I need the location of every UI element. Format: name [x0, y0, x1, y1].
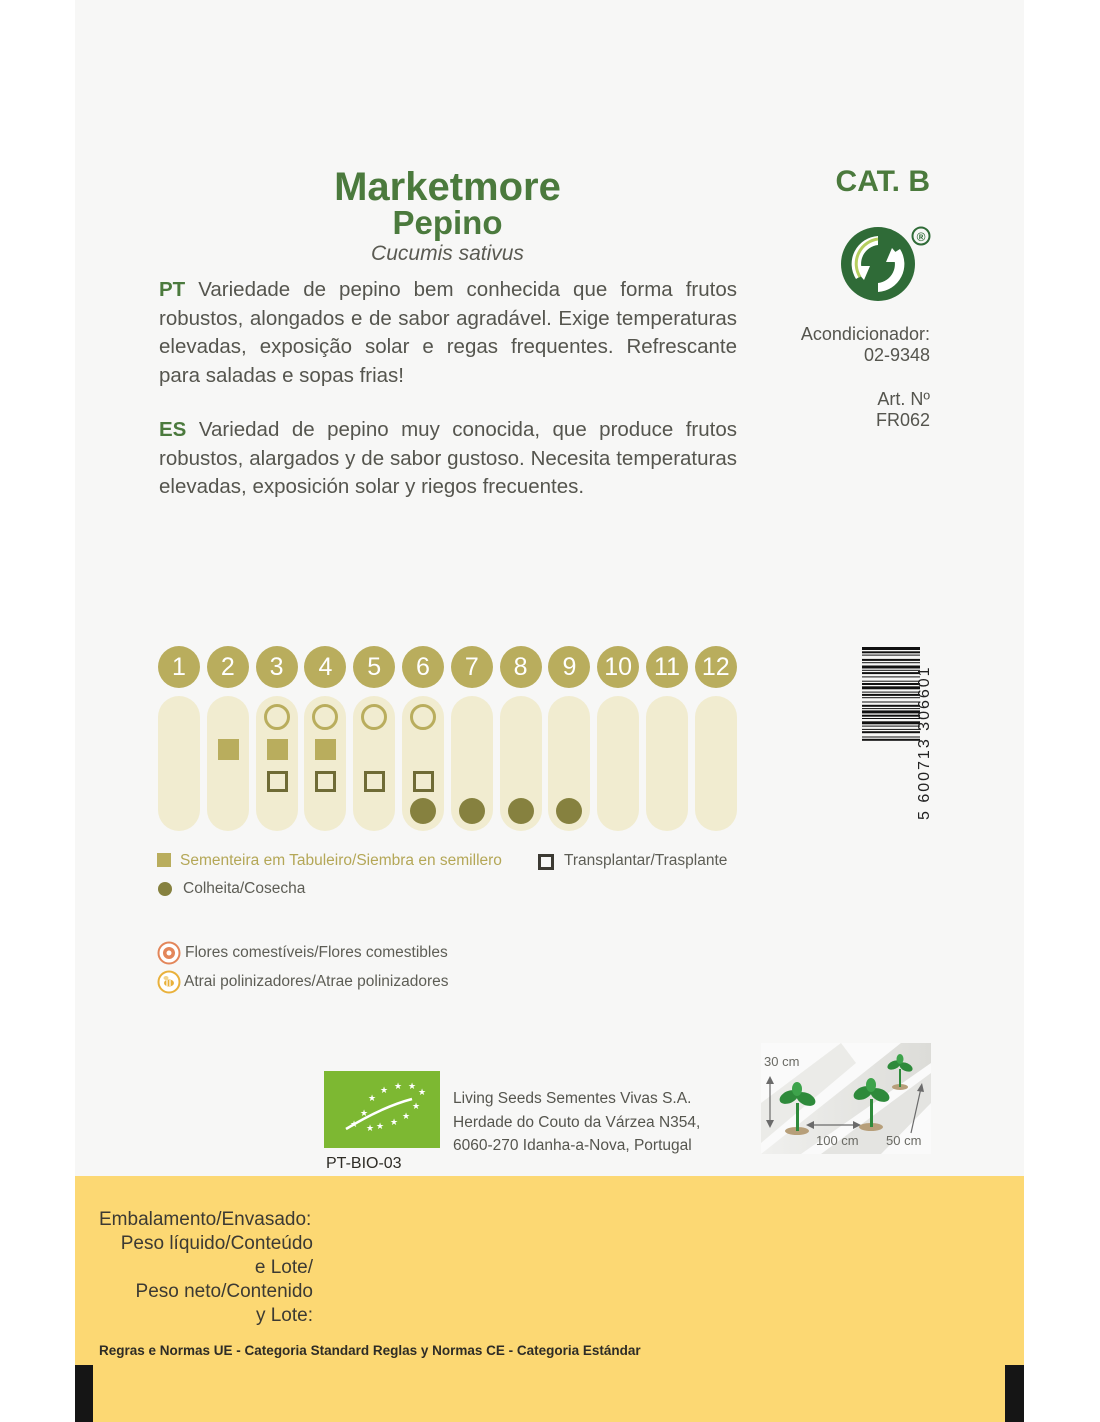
- pollinator-bee-icon: [157, 970, 181, 994]
- legend-sowing-tray: Sementeira em Tabuleiro/Siembra en semillero: [180, 852, 502, 869]
- packaging-line-4: Peso neto/Contenido: [135, 1281, 313, 1302]
- svg-text:★: ★: [375, 1121, 385, 1131]
- month-number-2: 2: [207, 646, 249, 688]
- month-number-1: 1: [158, 646, 200, 688]
- harvest-legend-icon: [158, 882, 172, 896]
- article-label: Art. Nº: [877, 389, 930, 409]
- packer-code: 02-9348: [863, 345, 930, 365]
- feature-pollinators: Atrai polinizadores/Atrae polinizadores: [184, 973, 449, 990]
- svg-text:★: ★: [379, 1085, 389, 1095]
- edible-flower-icon: [157, 941, 181, 965]
- registered-mark: ®: [916, 230, 926, 244]
- barcode-bars: [862, 645, 922, 805]
- company-address-2: 6060-270 Idanha-a-Nova, Portugal: [453, 1137, 692, 1154]
- direct-sowing-mark: [312, 704, 338, 730]
- month-bar-1: [158, 696, 200, 831]
- packaging-info: [99, 1208, 313, 1328]
- eu-rules-text: Regras e Normas UE - Categoria Standard Reglas y Normas CE - Categoria Estándar: [99, 1343, 641, 1358]
- packaging-line-1: Embalamento/Envasado:: [99, 1209, 312, 1230]
- direct-sowing-mark: [361, 704, 387, 730]
- spacing-row: 100 cm: [816, 1133, 859, 1148]
- svg-text:★: ★: [367, 1093, 377, 1103]
- svg-text:★: ★: [417, 1087, 427, 1097]
- description-pt: [159, 276, 737, 390]
- packer-label: Acondicionador:: [800, 324, 930, 344]
- description-es-text: Variedad de pepino muy conocida, que produce frutos robustos, alargados y de sabor gustoso. Necesita temperaturas elevadas, exposición solar y riegos frecuentes.: [159, 418, 737, 498]
- month-bar-3: [256, 696, 298, 831]
- svg-text:★: ★: [401, 1111, 411, 1121]
- eu-organic-logo: [324, 1071, 440, 1148]
- month-bar-11: [646, 696, 688, 831]
- packaging-line-3: e Lote/: [254, 1257, 313, 1278]
- month-number-3: 3: [256, 646, 298, 688]
- harvest-mark: [459, 798, 485, 824]
- transplant-mark: [315, 771, 336, 792]
- month-number-6: 6: [402, 646, 444, 688]
- harvest-mark: [410, 798, 436, 824]
- tray-sowing-mark: [218, 739, 239, 760]
- transplant-mark: [267, 771, 288, 792]
- month-number-12: 12: [695, 646, 737, 688]
- company-name: Living Seeds Sementes Vivas S.A.: [453, 1090, 692, 1107]
- harvest-mark: [508, 798, 534, 824]
- print-edge-right: [1005, 1365, 1024, 1422]
- variety-name: Marketmore: [334, 165, 561, 209]
- direct-sowing-mark: [264, 704, 290, 730]
- month-bar-12: [695, 696, 737, 831]
- print-edge-left: [75, 1365, 93, 1422]
- svg-text:★: ★: [411, 1101, 421, 1111]
- transplant-mark: [364, 771, 385, 792]
- month-bar-10: [597, 696, 639, 831]
- svg-text:★: ★: [407, 1081, 417, 1091]
- legend-transplant: Transplantar/Trasplante: [564, 852, 728, 869]
- company-info: [453, 1087, 700, 1158]
- month-bar-5: [353, 696, 395, 831]
- latin-name: Cucumis sativus: [371, 242, 524, 265]
- organic-code: PT-BIO-03: [326, 1155, 402, 1172]
- sowing-tray-legend-icon: [157, 853, 171, 867]
- spacing-depth: 30 cm: [764, 1054, 800, 1069]
- month-number-11: 11: [646, 646, 688, 688]
- sowing-calendar: [158, 646, 738, 836]
- legend-harvest: Colheita/Cosecha: [183, 880, 306, 897]
- svg-text:★: ★: [359, 1108, 369, 1118]
- month-bar-6: [402, 696, 444, 831]
- month-number-8: 8: [500, 646, 542, 688]
- month-bar-4: [304, 696, 346, 831]
- svg-text:★: ★: [365, 1123, 375, 1133]
- svg-text:★: ★: [389, 1117, 399, 1127]
- month-bar-8: [500, 696, 542, 831]
- month-bar-7: [451, 696, 493, 831]
- month-bar-2: [207, 696, 249, 831]
- packaging-line-2: Peso líquido/Conteúdo: [120, 1233, 313, 1254]
- category-label: CAT. B: [835, 165, 930, 198]
- description-pt-text: Variedade de pepino bem conhecida que forma frutos robustos, alongados e de sabor agradável. Exige temperaturas elevadas, exposição solar e regas frequentes. Refrescante para saladas e sopas frias!: [159, 278, 737, 387]
- month-number-5: 5: [353, 646, 395, 688]
- feature-edible-flowers: Flores comestíveis/Flores comestibles: [185, 944, 448, 961]
- common-name: Pepino: [392, 204, 503, 241]
- svg-text:★: ★: [349, 1119, 359, 1129]
- harvest-mark: [556, 798, 582, 824]
- month-number-9: 9: [548, 646, 590, 688]
- tray-sowing-mark: [315, 739, 336, 760]
- month-bar-9: [548, 696, 590, 831]
- month-number-7: 7: [451, 646, 493, 688]
- month-number-10: 10: [597, 646, 639, 688]
- packaging-line-5: y Lote:: [255, 1305, 313, 1326]
- tray-sowing-mark: [267, 739, 288, 760]
- barcode: [862, 645, 922, 805]
- spacing-plant: 50 cm: [886, 1133, 922, 1148]
- transplant-mark: [413, 771, 434, 792]
- company-address-1: Herdade do Couto da Várzea N354,: [453, 1113, 701, 1131]
- lang-code-pt: PT: [159, 278, 186, 301]
- green-dot-recycling-icon: [838, 222, 938, 306]
- direct-sowing-mark: [410, 704, 436, 730]
- svg-text:★: ★: [393, 1081, 403, 1091]
- barcode-number: 5 600713 306601: [916, 665, 933, 820]
- article-code: FR062: [875, 410, 930, 430]
- description-es: [159, 416, 737, 502]
- month-number-4: 4: [304, 646, 346, 688]
- transplant-legend-icon: [538, 854, 554, 870]
- lang-code-es: ES: [159, 418, 187, 441]
